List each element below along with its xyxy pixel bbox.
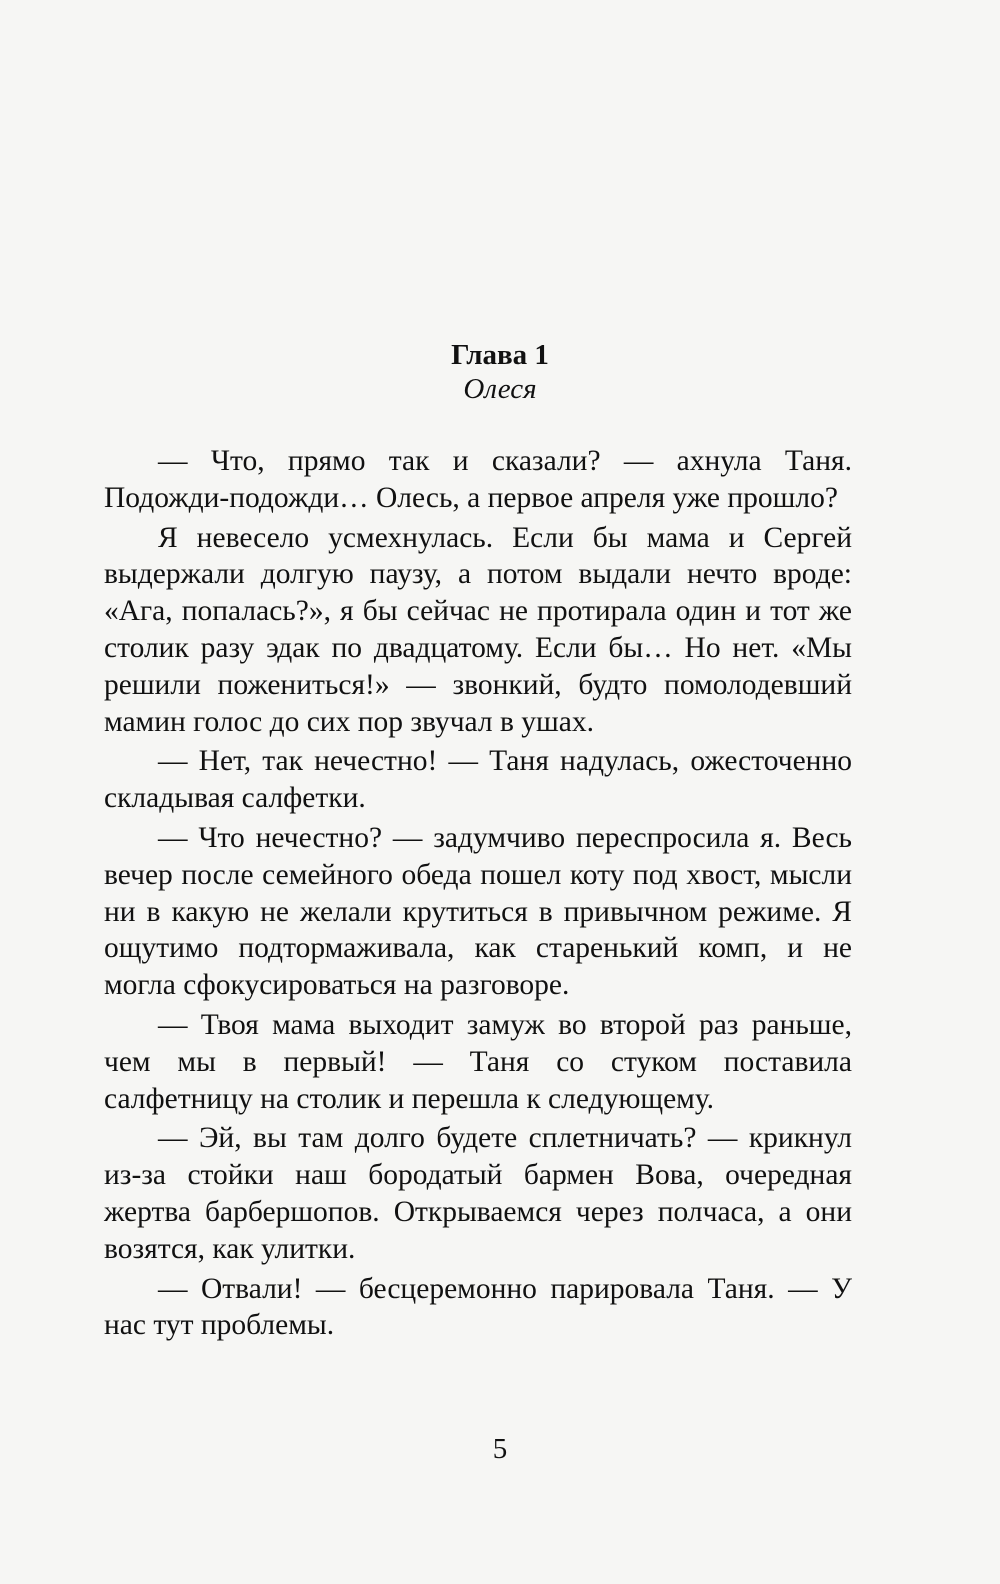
chapter-number: Глава 1 [451, 339, 549, 371]
paragraph: — Нет, так нечестно! — Таня надулась, ожесточенно складывая салфетки. [104, 745, 852, 815]
paragraph: — Что, прямо так и сказали? — ахнула Таня. Подожди-подожди… Олесь, а первое апреля уже прошло? [104, 445, 852, 514]
page-number: 5 [492, 1433, 508, 1465]
paragraph: Я невесело усмехнулась. Если бы мама и Сергей выдержали долгую паузу, а потом выдали нечто вроде: «Ага, попалась?», я бы сейчас не протирала один и тот же столик разу эдак по двадцатому. Если бы… Но нет. «Мы решили пожениться!» — звонкий, будто помолодевший мамин голос до сих пор звучал в ушах. [104, 521, 852, 738]
paragraph: — Что нечестно? — задумчиво переспросила я. Весь вечер после семейного обеда пошел коту под хвост, мысли ни в какую не желали крутиться в привычном режиме. Я ощутимо подтормаживала, как старенький комп, и не могла сфокусироваться на разговоре. [104, 821, 852, 1002]
body-text [104, 443, 852, 1347]
paragraph: — Отвали! — бесцеремонно парировала Таня. — У нас тут проблемы. [104, 1272, 852, 1342]
chapter-heading [0, 338, 1000, 406]
paragraph: — Твоя мама выходит замуж во второй раз раньше, чем мы в первый! — Таня со стуком поставила салфетницу на столик и перешла к следующему. [104, 1008, 852, 1115]
paragraph: — Эй, вы там долго будете сплетничать? — крикнул из-за стойки наш бородатый бармен Вова, очередная жертва барбершопов. Открываемся через полчаса, а они возятся, как улитки. [104, 1122, 852, 1265]
chapter-subtitle: Олеся [463, 373, 537, 405]
